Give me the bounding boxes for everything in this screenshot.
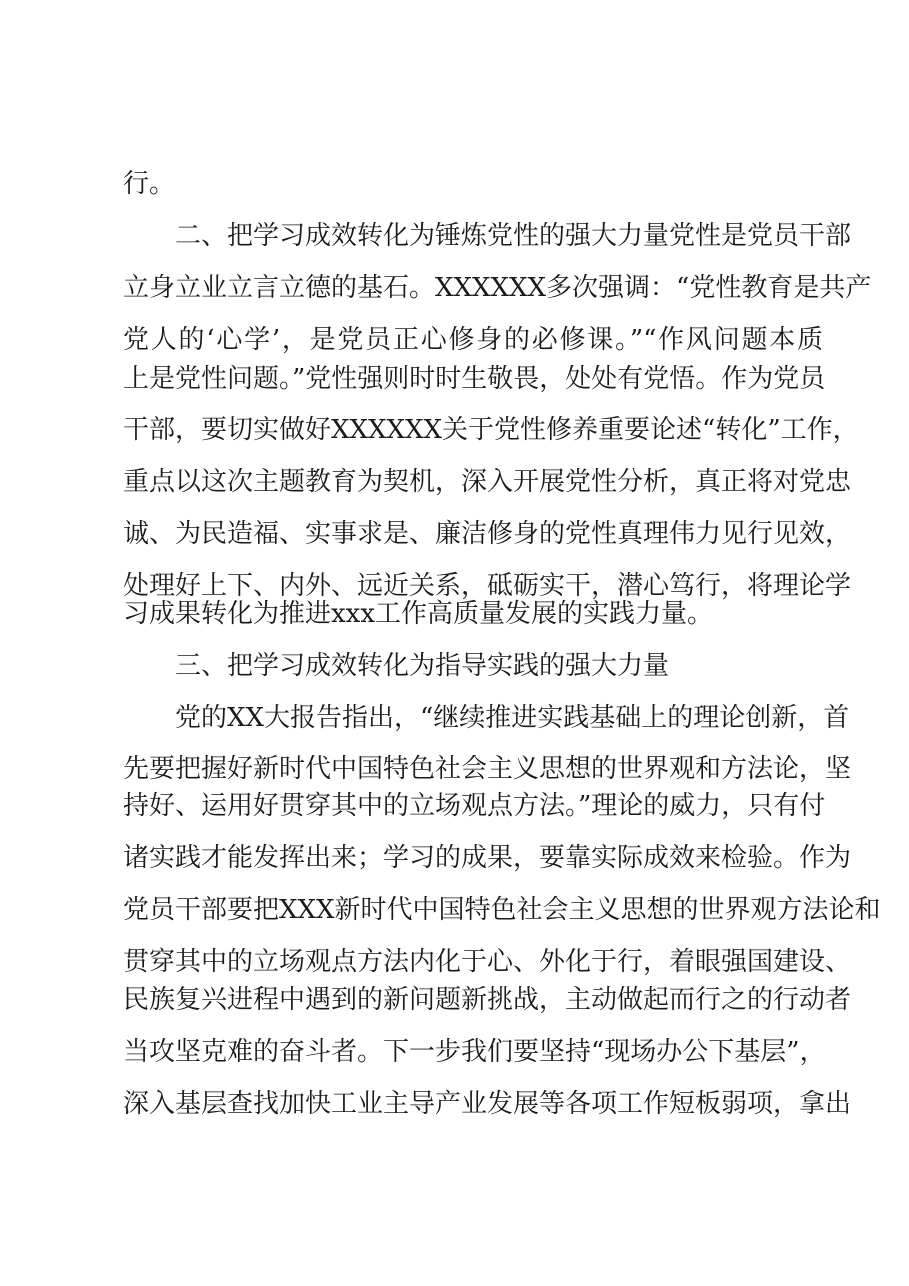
text-line: 诸实践才能发挥出来；学习的成果，要靠实际成效来检验。作为 bbox=[123, 843, 852, 873]
text-line: 诚、为民造福、实事求是、廉洁修身的党性真理伟力见行见效， bbox=[123, 519, 852, 549]
text-line: 民族复兴进程中遇到的新问题新挑战，主动做起而行之的行动者 bbox=[123, 985, 852, 1015]
paragraph-start: 党的XX大报告指出，“继续推进实践基础上的理论创新，首 bbox=[175, 703, 850, 733]
text-line: 贯穿其中的立场观点方法内化于心、外化于行，着眼强国建设、 bbox=[123, 947, 852, 977]
text-line: 习成果转化为推进xxx工作高质量发展的实践力量。 bbox=[123, 599, 713, 629]
text-line: 当攻坚克难的奋斗者。下一步我们要坚持“现场办公下基层”， bbox=[123, 1037, 826, 1067]
text-line: 持好、运用好贯穿其中的立场观点方法。”理论的威力，只有付 bbox=[123, 791, 826, 821]
text-line: 立身立业立言立德的基石。XXXXXX多次强调：“党性教育是共产 bbox=[123, 273, 872, 303]
section-heading-3: 三、把学习成效转化为指导实践的强大力量 bbox=[175, 651, 670, 681]
text-line: 先要把握好新时代中国特色社会主义思想的世界观和方法论，坚 bbox=[123, 754, 852, 784]
text-line: 干部，要切实做好XXXXXX关于党性修养重要论述“转化”工作， bbox=[123, 415, 859, 445]
text-line: 处理好上下、内外、远近关系，砥砺实干，潜心笃行，将理论学 bbox=[123, 571, 852, 601]
text-line: 行。 bbox=[123, 169, 176, 199]
text-line: 党人的‘心学’，是党员正心修身的必修课。”“作风问题本质 bbox=[123, 325, 823, 355]
text-line: 深入基层查找加快工业主导产业发展等各项工作短板弱项，拿出 bbox=[123, 1089, 852, 1119]
section-heading-2: 二、把学习成效转化为锤炼党性的强大力量党性是党员干部 bbox=[175, 221, 852, 251]
text-line: 上是党性问题。”党性强则时时生敬畏，处处有党悟。作为党员 bbox=[123, 364, 826, 394]
text-line: 党员干部要把XXX新时代中国特色社会主义思想的世界观方法论和 bbox=[123, 895, 881, 925]
text-line: 重点以这次主题教育为契机，深入开展党性分析，真正将对党忠 bbox=[123, 467, 852, 497]
